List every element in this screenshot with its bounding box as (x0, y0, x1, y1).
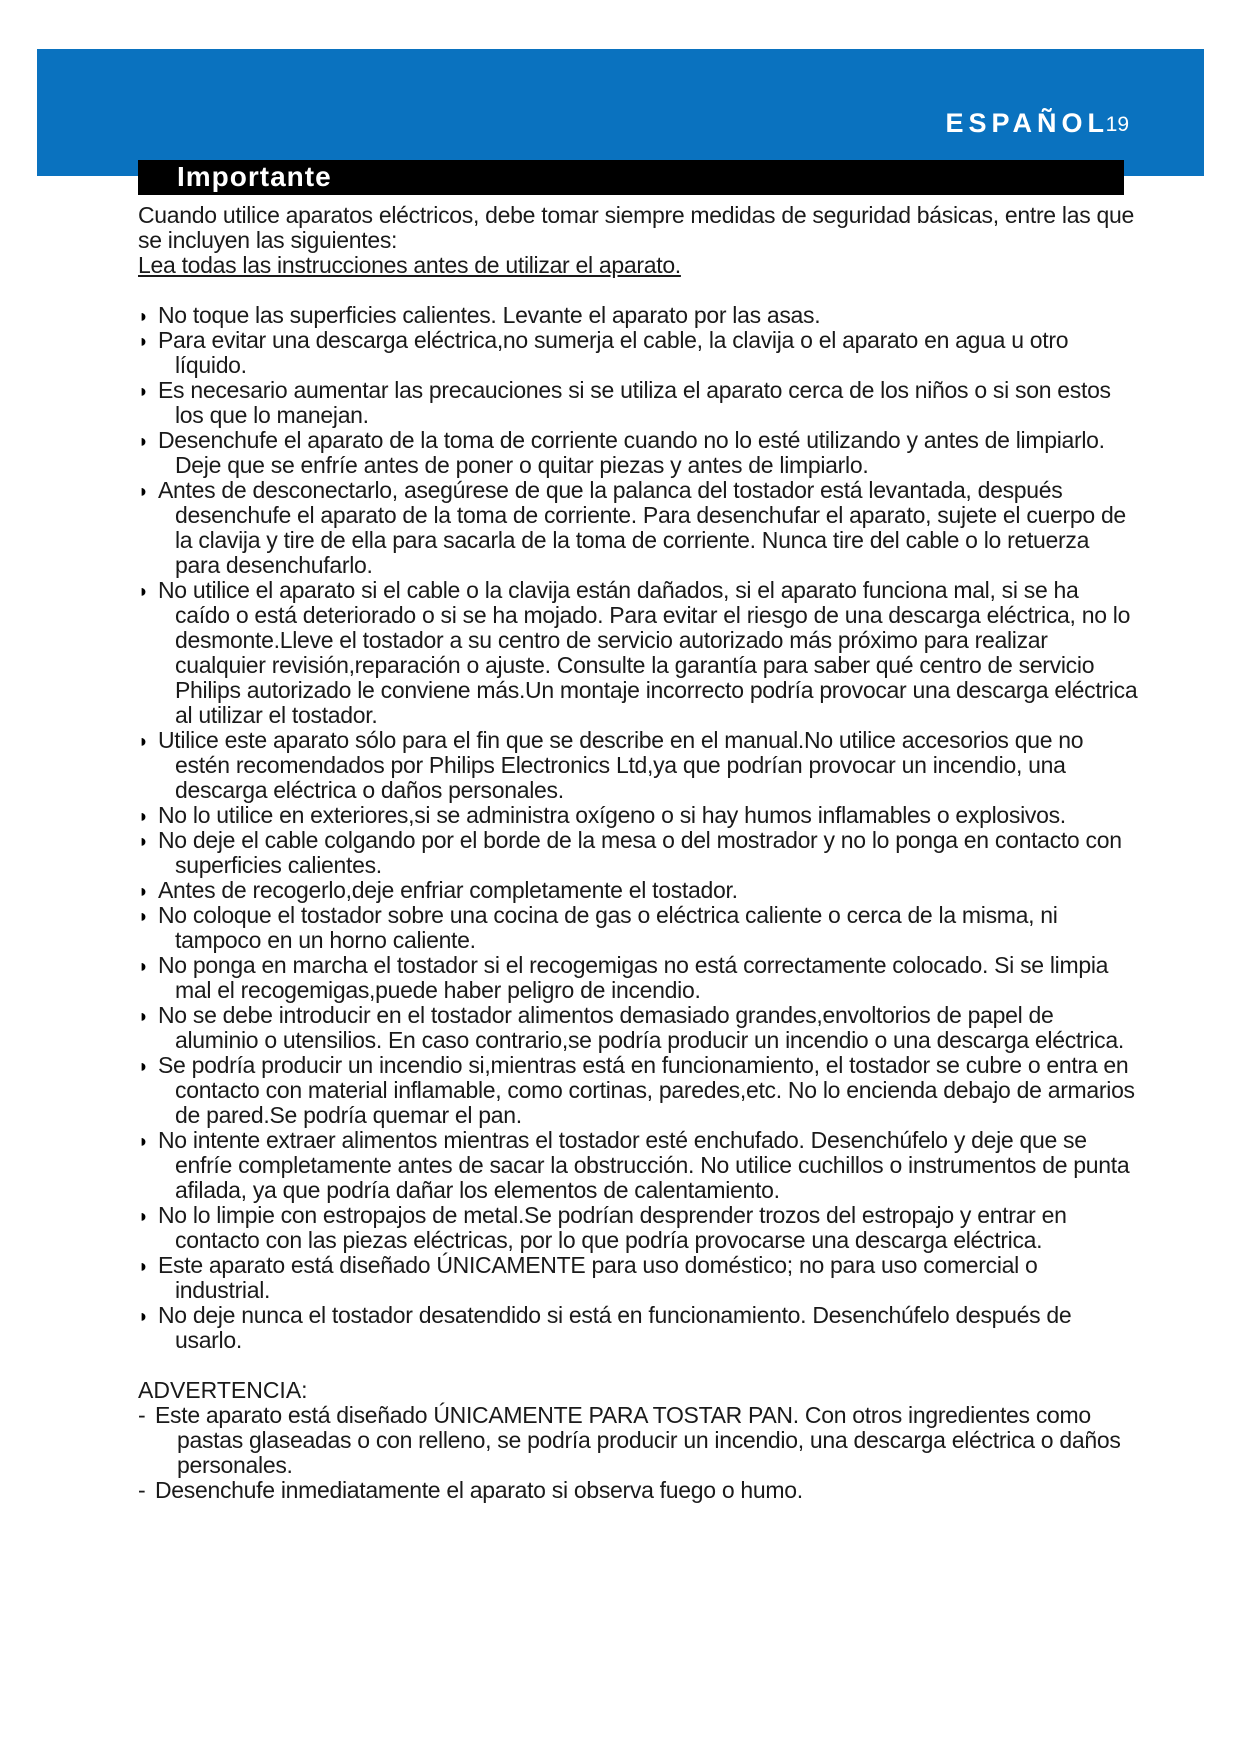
bullet-icon: ◗ (138, 1056, 149, 1076)
safety-list (138, 303, 1138, 1353)
list-item: ◗ No deje el cable colgando por el borde de la mesa o del mostrador y no lo ponga en contacto con superficies calientes. (138, 827, 1122, 878)
bullet-icon: ◗ (138, 956, 149, 976)
list-item: - Desenchufe inmediatamente el aparato si observa fuego o humo. (138, 1477, 803, 1503)
bullet-icon: ◗ (138, 881, 149, 901)
list-item: ◗ Desenchufe el aparato de la toma de corriente cuando no lo esté utilizando y antes de limpiarlo. Deje que se enfríe antes de poner o quitar piezas y antes de limpiarlo. (138, 427, 1105, 478)
language-label: ESPAÑOL (945, 108, 1109, 138)
bullet-icon: ◗ (138, 1306, 149, 1326)
bullet-icon: ◗ (138, 1206, 149, 1226)
list-item: ◗ No coloque el tostador sobre una cocina de gas o eléctrica caliente o cerca de la misma, ni tampoco en un horno caliente. (138, 902, 1058, 953)
bullet-icon: ◗ (138, 431, 149, 451)
warning-list (138, 1403, 1138, 1503)
list-item: ◗ Es necesario aumentar las precauciones si se utiliza el aparato cerca de los niños o si son estos los que lo manejan. (138, 377, 1111, 428)
intro-instruction: Lea todas las instrucciones antes de utilizar el aparato. (138, 252, 681, 278)
bullet-icon: ◗ (138, 806, 149, 826)
bullet-icon: ◗ (138, 906, 149, 926)
list-item: ◗ No deje nunca el tostador desatendido si está en funcionamiento. Desenchúfelo después de usarlo. (138, 1302, 1072, 1353)
list-item: ◗ Antes de desconectarlo, asegúrese de que la palanca del tostador está levantada, después desenchufe el aparato de la toma de corriente. Para desenchufar el aparato, sujete el cuerpo de la clavija y tire de ella para sacarla de la toma de corriente. Nunca tire del cable o lo retuerza para desenchufarlo. (138, 477, 1126, 578)
dash-marker: - (138, 1477, 146, 1503)
list-item: ◗ No lo limpie con estropajos de metal.Se podrían desprender trozos del estropajo y entrar en contacto con las piezas eléctricas, por lo que podría provocarse una descarga eléctrica. (138, 1202, 1067, 1253)
list-item: ◗ Se podría producir un incendio si,mientras está en funcionamiento, el tostador se cubre o entra en contacto con material inflamable, como cortinas, paredes,etc. No lo encienda debajo de armarios de pared.Se podría quemar el pan. (138, 1052, 1135, 1128)
document-body (138, 203, 1138, 1503)
bullet-icon: ◗ (138, 831, 149, 851)
intro (138, 203, 1138, 278)
list-item: ◗ No intente extraer alimentos mientras el tostador esté enchufado. Desenchúfelo y deje que se enfríe completamente antes de sacar la obstrucción. No utilice cuchillos o instrumentos de punta afilada, ya que podría dañar los elementos de calentamiento. (138, 1127, 1130, 1203)
list-item: - Este aparato está diseñado ÚNICAMENTE PARA TOSTAR PAN. Con otros ingredientes como pastas glaseadas o con relleno, se podría producir un incendio, una descarga eléctrica o daños personales. (138, 1402, 1121, 1478)
list-item: ◗ No lo utilice en exteriores,si se administra oxígeno o si hay humos inflamables o explosivos. (138, 802, 1066, 828)
list-item: ◗ Antes de recogerlo,deje enfriar completamente el tostador. (138, 877, 738, 903)
page-number: 19 (1105, 113, 1129, 136)
bullet-icon: ◗ (138, 481, 149, 501)
list-item: ◗ Este aparato está diseñado ÚNICAMENTE para uso doméstico; no para uso comercial o industrial. (138, 1252, 1038, 1303)
list-item: ◗ No ponga en marcha el tostador si el recogemigas no está correctamente colocado. Si se limpia mal el recogemigas,puede haber peligro de incendio. (138, 952, 1109, 1003)
dash-marker: - (138, 1402, 146, 1428)
list-item: ◗ No toque las superficies calientes. Levante el aparato por las asas. (138, 302, 821, 328)
bullet-icon: ◗ (138, 731, 149, 751)
list-item: ◗ Para evitar una descarga eléctrica,no sumerja el cable, la clavija o el aparato en agua u otro líquido. (138, 327, 1069, 378)
section-title: Importante (177, 161, 332, 192)
bullet-icon: ◗ (138, 331, 149, 351)
bullet-icon: ◗ (138, 1256, 149, 1276)
bullet-icon: ◗ (138, 306, 149, 326)
section-title-bar (138, 160, 1124, 195)
list-item: ◗ No se debe introducir en el tostador alimentos demasiado grandes,envoltorios de papel de aluminio o utensilios. En caso contrario,se podría producir un incendio o una descarga eléctrica. (138, 1002, 1124, 1053)
list-item: ◗ No utilice el aparato si el cable o la clavija están dañados, si el aparato funciona mal, si se ha caído o está deteriorado o si se ha mojado. Para evitar el riesgo de una descarga eléctrica, no lo desmonte.Lleve el tostador a su centro de servicio autorizado más próximo para realizar cualquier revisión,reparación o ajuste. Consulte la garantía para saber qué centro de servicio Philips autorizado le conviene más.Un montaje incorrecto podría provocar una descarga eléctrica al utilizar el tostador. (138, 577, 1138, 728)
bullet-icon: ◗ (138, 381, 149, 401)
list-item: ◗ Utilice este aparato sólo para el fin que se describe en el manual.No utilice accesorios que no estén recomendados por Philips Electronics Ltd,ya que podrían provocar un incendio, una descarga eléctrica o daños personales. (138, 727, 1084, 803)
warning-heading: ADVERTENCIA: (138, 1377, 308, 1403)
intro-paragraph: Cuando utilice aparatos eléctricos, debe tomar siempre medidas de seguridad básicas, entre las que se incluyen las siguientes: (138, 202, 1134, 253)
bullet-icon: ◗ (138, 1006, 149, 1026)
bullet-icon: ◗ (138, 581, 149, 601)
warning-section (138, 1378, 1138, 1503)
bullet-icon: ◗ (138, 1131, 149, 1151)
